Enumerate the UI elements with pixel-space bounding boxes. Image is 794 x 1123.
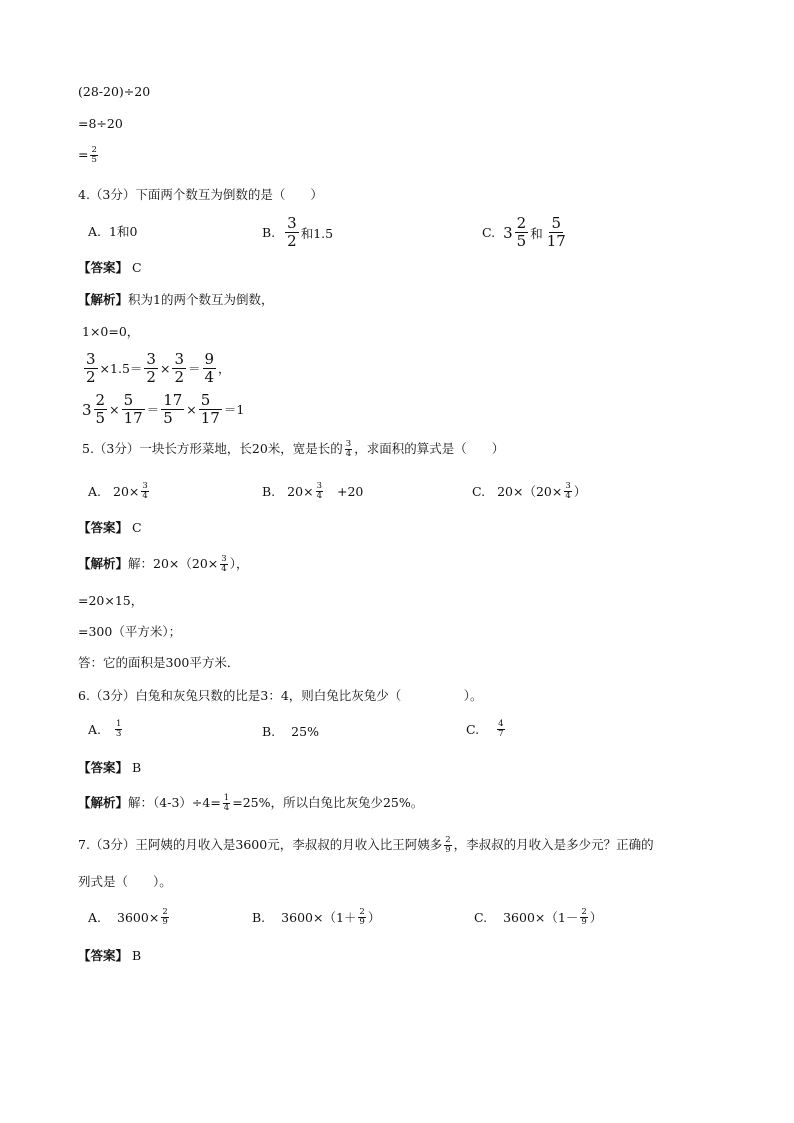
fraction: $\frac{2}{9}$ [581,907,587,927]
q4-answer: 【答案】 C [78,260,142,275]
q5-option-a: A. 20× $\frac{3}{4}$ [88,481,148,501]
q5-answer: 【答案】 C [78,520,142,535]
q4-eq-2: $\frac{3}{2}$ ×1.5＝ $\frac{3}{2}$ × $\frac{3}{2}$ ＝ $\frac{9}{4}$ ， [86,350,231,386]
fraction: $\frac{1}{4}$ [223,793,230,813]
q5-option-c: C. 20×（20× $\frac{3}{4}$ ） [472,481,587,501]
fraction: $\frac{2}{5}$ [91,145,97,165]
calc-line-2: =8÷20 [78,116,123,131]
fraction: $\frac{2}{9}$ [162,907,168,927]
q6-option-c: C. $\frac{4}{7}$ [466,719,504,739]
fraction: $\frac{5}{17}$ [200,391,220,427]
question-5-stem: 5.（3分）一块长方形菜地，长20米，宽是长的 $\frac{3}{4}$ ，求面积的算式是（ ） [82,439,505,459]
calc-line-1: (28-20)÷20 [78,84,151,99]
q4-option-a: A. 1和0 [88,223,138,239]
q6-option-a: A. $\frac{1}{3}$ [88,719,122,739]
question-7-stem-cont: 列式是（ ）。 [78,874,172,889]
fraction: $\frac{2}{5}$ [516,214,527,250]
fraction: $\frac{5}{17}$ [123,391,143,427]
calc-line-3: = $\frac{2}{5}$ [78,145,97,165]
fraction: $\frac{3}{4}$ [316,481,322,501]
fraction: $\frac{3}{2}$ [86,350,96,386]
q5-analysis: 【解析】 解：20×（20× $\frac{3}{4}$ ）， [78,554,249,574]
q7-option-c: C. 3600×（1－ $\frac{2}{9}$ ） [474,907,603,927]
q5-option-b: B. 20× $\frac{3}{4}$ +20 [262,481,364,501]
question-7-stem: 7.（3分）王阿姨的月收入是3600元，李叔叔的月收入比王阿姨多 $\frac{2}{9}$ ，李叔叔的月收入是多少元？正确的 [78,835,654,855]
q6-option-b: B. 25% [262,724,319,739]
q7-answer: 【答案】 B [78,948,142,963]
q4-analysis: 【解析】 积为1的两个数互为倒数， [78,292,274,307]
question-6-stem: 6.（3分）白兔和灰兔只数的比是3：4，则白兔比灰兔少（ ）。 [78,688,483,703]
q6-analysis: 【解析】 解：（4-3）÷4= $\frac{1}{4}$ =25%，所以白兔比灰兔少25%。 [78,793,424,813]
fraction: $\frac{3}{4}$ [345,439,352,459]
q7-option-a: A. 3600× $\frac{2}{9}$ [88,907,168,927]
q4-eq-3: 3 $\frac{2}{5}$ × $\frac{5}{17}$ ＝ $\frac{17}{5}$ × $\frac{5}{17}$ ＝1 [82,391,245,427]
q4-option-c: C. 3 $\frac{2}{5}$ 和 $\frac{5}{17}$ [482,214,566,250]
fraction: $\frac{3}{4}$ [565,481,571,501]
fraction: $\frac{2}{9}$ [445,835,451,855]
q4-eq-1: 1×0=0， [82,324,140,339]
q6-answer: 【答案】 B [78,760,142,775]
q7-option-b: B. 3600×（1＋ $\frac{2}{9}$ ） [252,907,381,927]
question-4-stem: 4.（3分）下面两个数互为倒数的是（ ） [78,187,323,202]
fraction: $\frac{3}{2}$ [174,350,184,386]
q5-step-3: 答：它的面积是300平方米． [78,655,240,670]
q5-step-2: =300（平方米）； [78,624,182,639]
q4-option-b: B. $\frac{3}{2}$ 和1.5 [262,214,334,250]
fraction: $\frac{2}{5}$ [95,391,106,427]
fraction: $\frac{3}{2}$ [287,214,297,250]
fraction: $\frac{17}{5}$ [163,391,183,427]
fraction: $\frac{5}{17}$ [546,214,566,250]
fraction: $\frac{3}{2}$ [146,350,156,386]
fraction: $\frac{3}{4}$ [142,481,148,501]
fraction: $\frac{9}{4}$ [204,350,215,386]
fraction: $\frac{4}{7}$ [498,719,504,739]
fraction: $\frac{2}{9}$ [359,907,365,927]
fraction: $\frac{3}{4}$ [221,554,227,574]
fraction: $\frac{1}{3}$ [116,719,122,739]
q5-step-1: =20×15， [78,593,144,608]
